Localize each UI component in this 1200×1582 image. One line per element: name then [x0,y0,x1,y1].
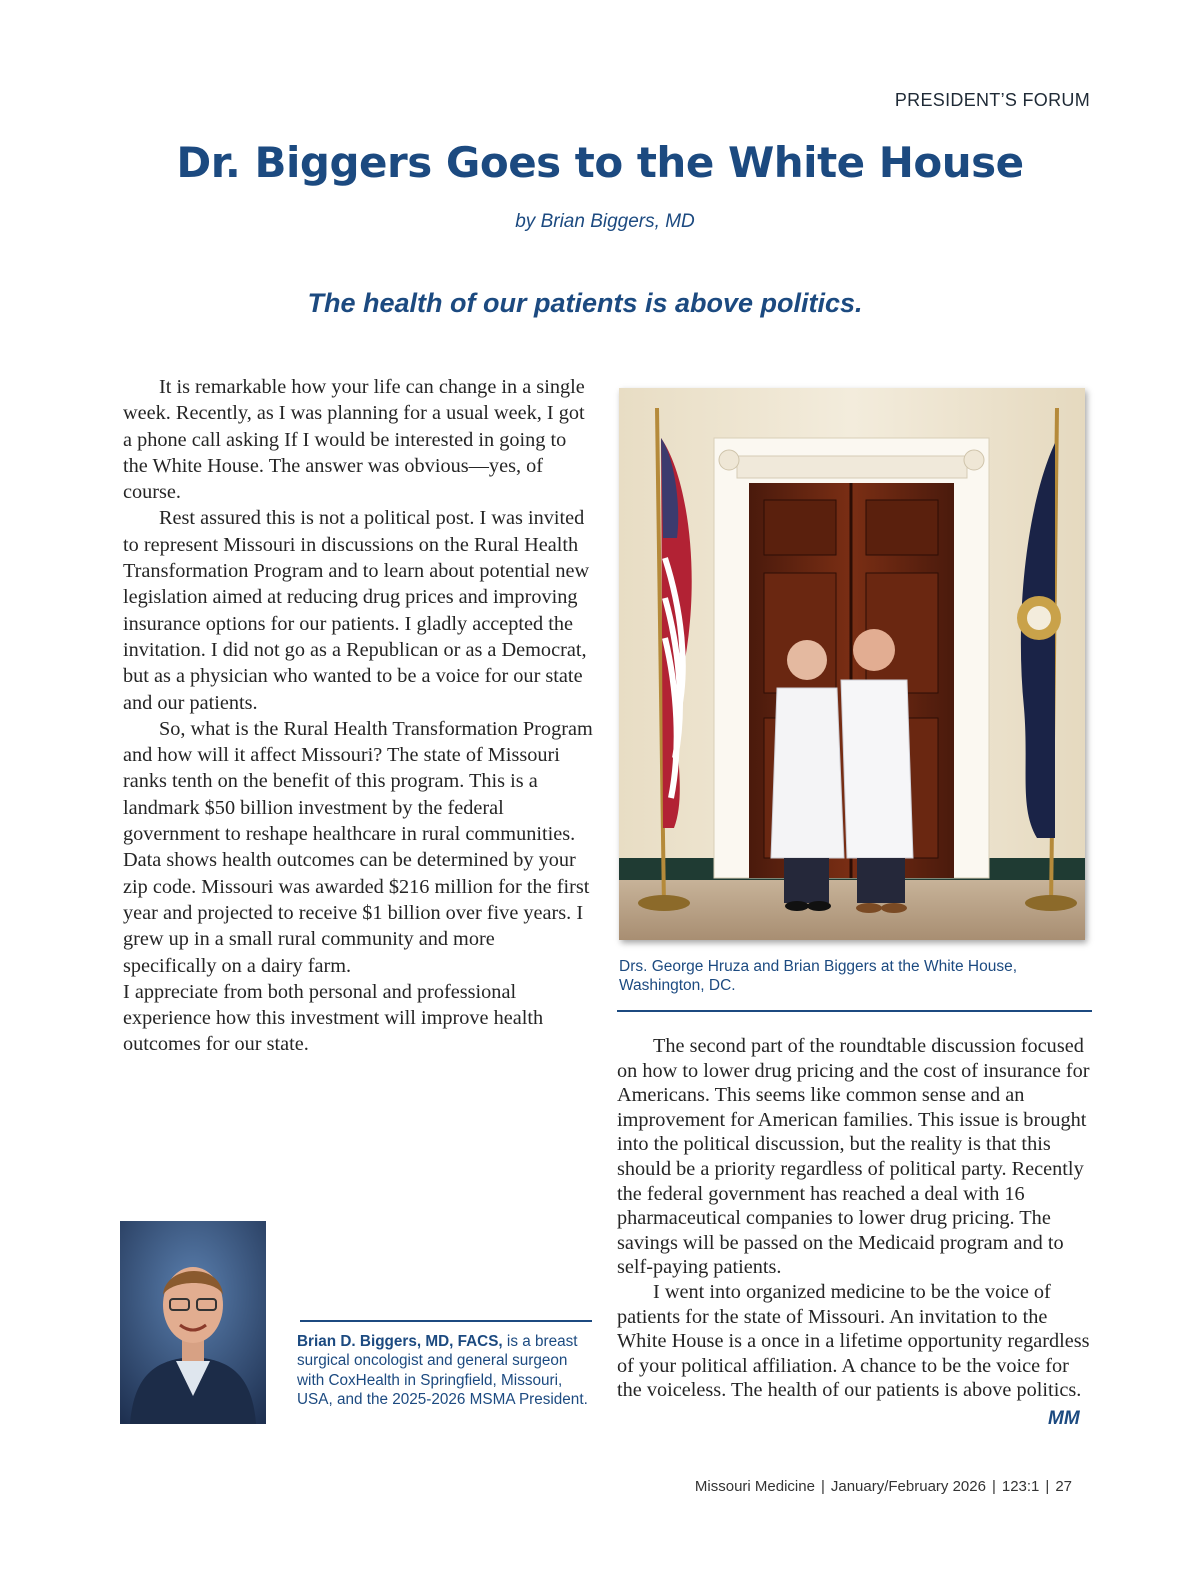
page-footer [695,1478,1072,1495]
paragraph: Rest assured this is not a political post. I was invited to represent Missouri in discussions on the Rural Health Transformation Program and to learn about potential new legislation aimed at reducing drug prices and improving insurance options for our patients. I gladly accepted the invitation. I did not go as a Republican or as a Democrat, but as a physician who wanted to be a voice for our state and our patients. [123,507,590,714]
footer-separator: | [991,1478,996,1495]
left-column [123,374,593,1058]
article-title: Dr. Biggers Goes to the White House [176,138,1024,187]
author-description: is a breast surgical oncologist and general surgeon with CoxHealth in Springfield, Missouri, USA, and the 2025-2026 MSMA President. [297,1333,588,1409]
paragraph: I appreciate from both personal and professional experience how this investment will improve health outcomes for our state. [123,980,544,1056]
bio-divider [300,1320,592,1322]
paragraph: The second part of the roundtable discussion focused on how to lower drug pricing and the cost of insurance for Americans. This seems like common sense and an improvement for American families. This issue is brought into the political discussion, but the reality is that this should be a priority regardless of political party. Recently the federal government has reached a deal with 16 pharmaceutical companies to lower drug pricing. The savings will be passed on the Medicaid program and to self-paying patients. [617,1035,1090,1279]
issue-date: January/February 2026 [830,1478,986,1495]
footer-separator: | [1045,1478,1050,1495]
volume-number: 123:1 [1001,1478,1040,1495]
page-number: 27 [1055,1478,1072,1495]
caption-divider [617,1010,1092,1012]
photo-caption: Drs. George Hruza and Brian Biggers at the White House, Washington, DC. [619,958,1018,994]
section-label: PRESIDENT’S FORUM [894,90,1090,110]
author-bio [297,1332,597,1410]
footer-separator: | [820,1478,825,1495]
paragraph: So, what is the Rural Health Transformation Program and how will it affect Missouri? The state of Missouri ranks tenth on the benefit of this program. This is a landmark $50 billion investment by the federal government to reshape healthcare in rural communities. Data shows health outcomes can be determined by your zip code. Missouri was awarded $216 million for the first year and projected to receive $1 billion over five years. I grew up in a small rural community and more specifically on a dairy farm. [123,717,593,977]
paragraph: I went into organized medicine to be the voice of patients for the state of Missouri. An invitation to the White House is a once in a lifetime opportunity regardless of your political affiliation. A chance to be the voice for the voiceless. The health of our patients is above politics. [617,1280,1090,1402]
byline: by Brian Biggers, MD [515,211,695,232]
white-house-photo [619,388,1085,940]
journal-name: Missouri Medicine [694,1478,815,1495]
pullquote: The health of our patients is above politics. [307,288,863,318]
end-mark: MM [1048,1408,1080,1429]
author-photo [120,1221,266,1424]
author-name: Brian D. Biggers, MD, FACS, [297,1333,503,1350]
paragraph: It is remarkable how your life can change in a single week. Recently, as I was planning for a usual week, I got a phone call asking If I would be interested in going to the White House. The answer was obvious—yes, of course. [123,376,585,504]
right-column [617,1034,1097,1403]
